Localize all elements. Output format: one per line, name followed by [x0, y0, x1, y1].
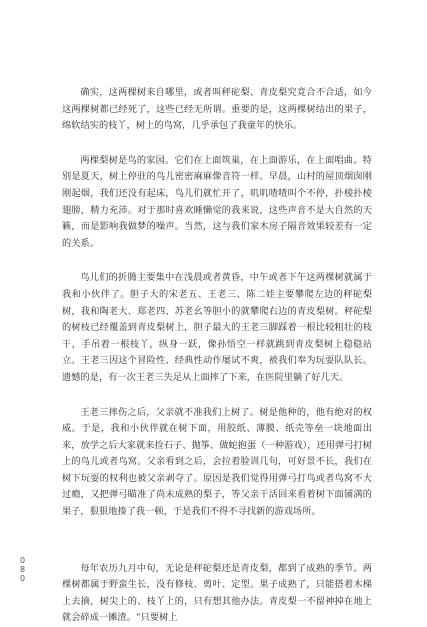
body-text [62, 85, 372, 627]
paragraph: 确实，这两棵树来自哪里，或者叫秤砣梨、青皮梨究竟合不合适，如今这两棵树都已经死了，这些已经无所谓。重要的是，这两棵树结出的果子，绵软结实的枝丫，树上的鸟窝，几乎承包了我童年的快乐。 [62, 87, 372, 132]
paragraph: 每年农历九月中旬，无论是秤砣梨还是青皮梨，都到了成熟的季节。两棵树都属于野蛮生长，没有修枝、剪叶、定型。果子成熟了，只能搭着木梯上去摘，树尖上的、枝丫上的，只有想其他办法。青皮梨一不留神掉在地上就会碎成一摊渣。“只要树上 [62, 562, 372, 624]
paragraph: 鸟儿们的折腾主要集中在浅晨或者黄昏，中午或者下午这两棵树就属于我和小伙伴了。胆子大的宋老五、王老三、陈二娃主要攀爬左边的秤砣梨树，我和陶老大、郑老四、苏老幺等胆小的就攀爬右边的青皮梨树。秤砣梨的树枝已经覆盖到青皮梨树上，胆子最大的王老三脚踩着一根比较粗壮的枝干，手吊着一根枝丫，纵身一跃，像孙悟空一样就跳到青皮梨树上稳稳站立。王老三因这个冒险性、经典性动作屡试不爽，被我们奉为玩耍队队长。遗憾的是，有一次王老三失足从上面摔了下来，在医院里躺了好几天。 [62, 272, 372, 383]
page-number: 080 [18, 556, 27, 583]
paragraph: 两棵梨树是鸟的家园。它们在上面筑巢，在上面游乐，在上面唱曲。特别是夏天，树上停驻的鸟儿密密麻麻像音符一样。早晨，山村的屋顶烟囱刚刚起烟，我们还没有起床，鸟儿们就忙开了，叽叽喳喳叫个不停，扑棱扑棱翅膀，精力充沛。对于那时喜欢睡懒觉的我来说，这些声音不是大自然的天籁，而是影响我做梦的噪声。当然，这与我们家木房子隔音效果较差有一定的关系。 [62, 154, 372, 249]
paragraph: 王老三摔伤之后，父亲就不准我们上树了。树是他种的，他有绝对的权威。于是，我和小伙伴就在树下面，用胶纸、薄膜、纸壳等垒一块地面出来，放学之后大家就来捡石子、抛筝、做蛇抱蛋（一种游戏），还用弹弓打树上的鸟儿或者鸟窝。父亲看到之后，会拉着脸训几句，可好景不长，我们在树下玩耍的权利也被父亲剥夺了。原因是我们觉得用弹弓打鸟或者鸟窝不大过瘾，又把弹弓瞄准了尚未成熟的梨子，等父亲干活回来看着树下面铺满的果子，狠狠地揍了我一顿，于是我们不得不寻找新的游戏场所。 [62, 406, 372, 518]
